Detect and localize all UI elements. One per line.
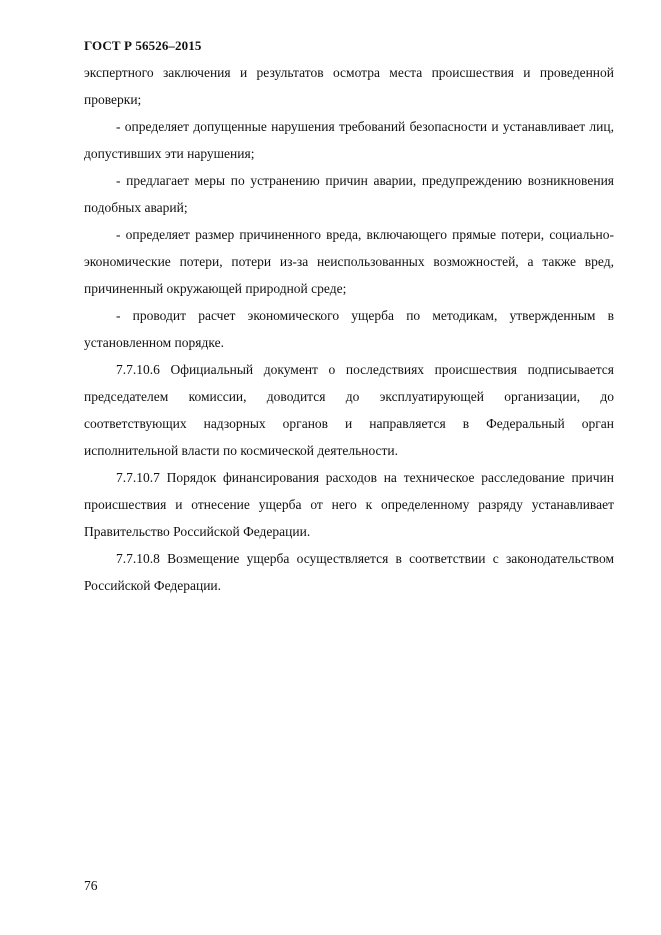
document-header-code: ГОСТ Р 56526–2015 — [84, 38, 202, 53]
paragraph-7-7-10-8: 7.7.10.8 Возмещение ущерба осуществляется в соответствии с законодательством Российской Федерации. — [84, 551, 614, 593]
paragraph-violations: - определяет допущенные нарушения требований безопасности и устанавливает лиц, допустивших эти нарушения; — [84, 119, 614, 161]
paragraph-measures: - предлагает меры по устранению причин аварии, предупреждению возникновения подобных аварий; — [84, 173, 614, 215]
paragraph-7-7-10-6: 7.7.10.6 Официальный документ о последствиях происшествия подписывается председателем комиссии, доводится до эксплуатирующей организации, до соответствующих надзорных органов и направляется в Федеральный орган исполнительной власти по космической деятельности. — [84, 362, 614, 458]
document-body — [84, 59, 614, 599]
paragraph-calculation: - проводит расчет экономического ущерба по методикам, утвержденным в установленном порядке. — [84, 308, 614, 350]
page-number: 76 — [84, 878, 98, 893]
paragraph-7-7-10-7: 7.7.10.7 Порядок финансирования расходов на техническое расследование причин происшествия и отнесение ущерба от него к определенному разряду устанавливает Правительство Российской Федерации. — [84, 470, 614, 539]
paragraph-damage: - определяет размер причиненного вреда, включающего прямые потери, социально-экономические потери, потери из-за неиспользованных возможностей, а также вред, причиненный окружающей природной среде; — [84, 227, 614, 296]
paragraph-continuation: экспертного заключения и результатов осмотра места происшествия и проведенной проверки; — [84, 65, 614, 107]
